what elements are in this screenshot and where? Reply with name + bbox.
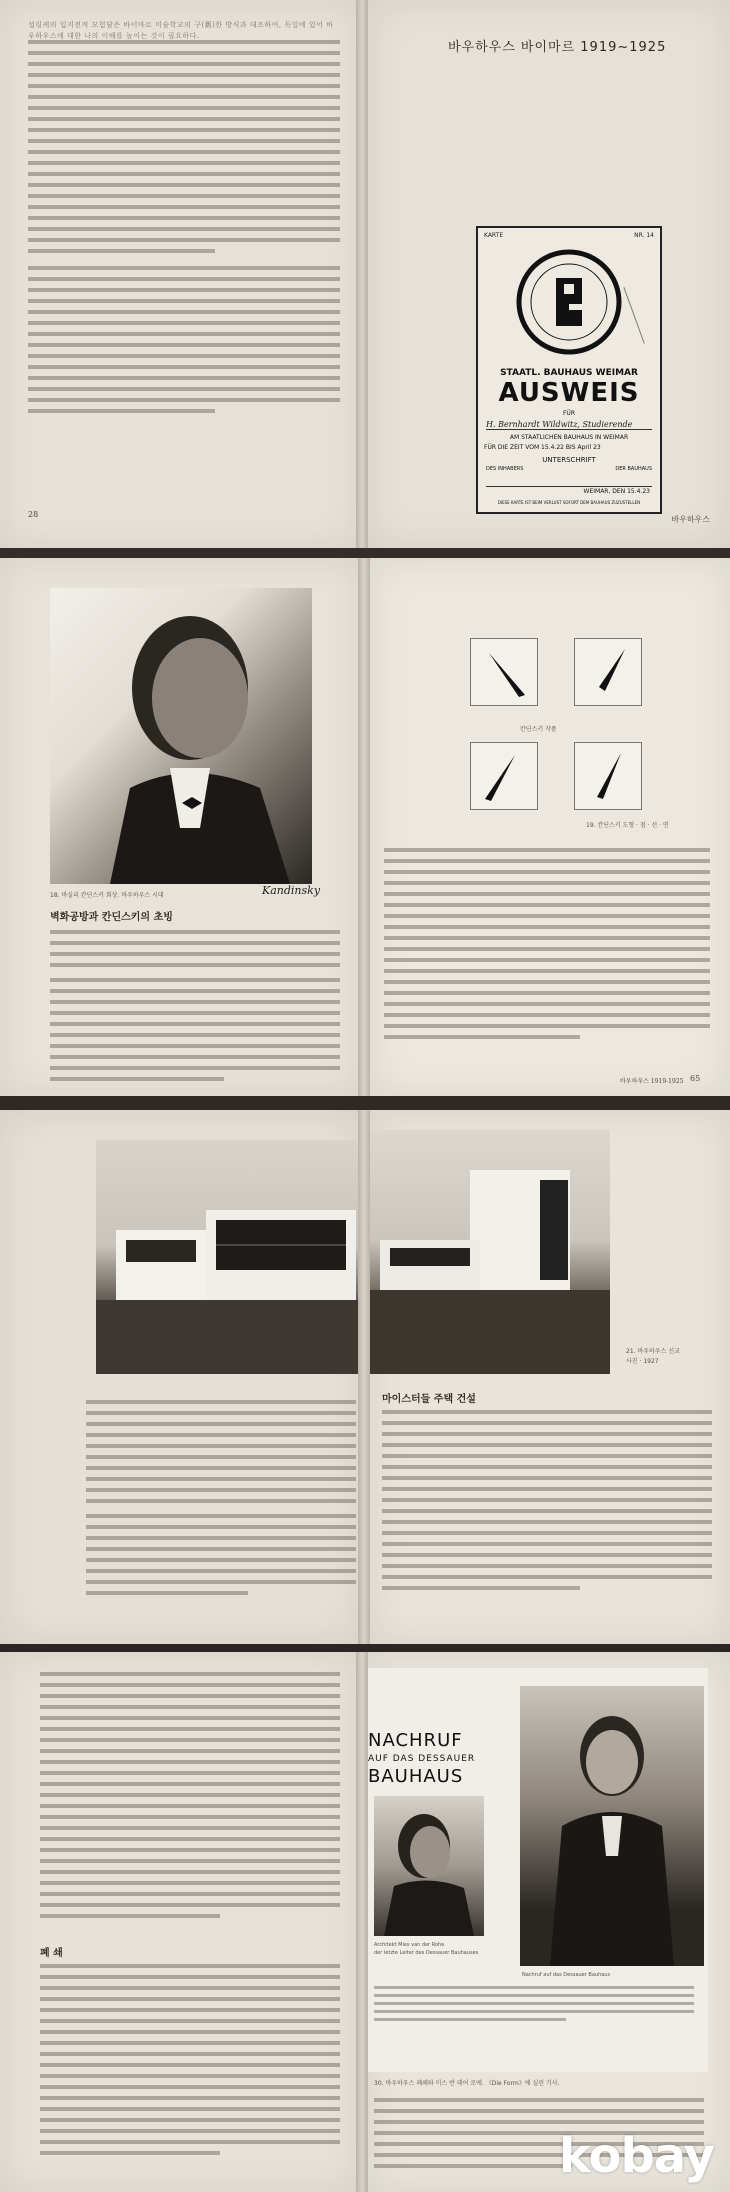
building-icon [96,1140,362,1374]
book-body-text [374,1986,694,2026]
right-page [368,0,730,548]
left-page [0,1652,360,2192]
body-text-block-2 [40,1964,340,2162]
gutter [358,558,370,1096]
kandinsky-signature: Kandinsky [262,884,321,897]
mies-caption-line-2: der letzte Leiter des Dessauer Bauhauses [374,1950,479,1956]
ausweis-card [476,226,662,514]
gutter [356,1652,368,2192]
book-title-line-1: NACHRUF [368,1730,463,1751]
diagram-grid [470,638,640,808]
right-page [370,558,730,1096]
card-weimar-den: WEIMAR, DEN 15.4.23 [583,488,650,495]
page-number-right: 65 [690,1074,701,1083]
gropius-portrait-photo [520,1686,704,1966]
mies-caption-line-1: Architekt Mies van der Rohe [374,1942,445,1948]
body-text-block [28,40,340,420]
card-line-am: AM STAATLICHEN BAUHAUS IN WEIMAR [509,434,629,441]
body-text-block [86,1400,356,1602]
card-signature-line [486,476,652,487]
card-number: NR. 14 [634,232,654,239]
photo-caption-line-2: 사진 · 1927 [626,1358,659,1365]
card-fuer: FÜR [562,410,575,417]
panel-1 [0,0,730,548]
body-text-block [40,1672,340,1925]
page-header-title: 바우하우스 바이마르 1919~1925 [448,40,667,55]
card-line-staatl: STAATL. BAUHAUS WEIMAR [500,368,638,378]
diagram-square-4 [574,742,642,810]
body-text-block [382,1410,712,1597]
small-label: 칸딘스키 작품 [520,726,557,733]
right-footer: 바우하우스 1919-1925 [620,1078,684,1085]
card-unterschrift: UNTERSCHRIFT [542,456,596,464]
section-heading: 폐 쇄 [40,1948,63,1959]
page-number-left: 28 [28,510,39,519]
bauhaus-building-photo-left [96,1140,362,1374]
card-des-inhabers: DES INHABERS [486,466,524,472]
bottom-caption: 30. 바우하우스 폐쇄와 미스 반 데어 로에. 《Die Form》에 실린 기사. [374,2080,560,2087]
panel-2 [0,548,730,1096]
photo-caption-line-1: 21. 바우하우스 신교 [626,1348,680,1355]
card-footer-text: DIESE KARTE IST BEIM VERLUST SOFORT DEM BAUHAUS ZUZUSTELLEN [497,500,641,505]
book-title-line-3: BAUHAUS [368,1766,464,1787]
right-photo-caption: Nachruf auf das Dessauer Bauhaus [522,1972,611,1978]
nachruf-book-page [368,1668,708,2072]
slant-stroke-icon [471,743,537,809]
diagram-square-2 [574,638,642,706]
card-karte-label: KARTE [484,232,504,239]
kandinsky-portrait-photo [50,588,312,884]
panel-3 [0,1096,730,1644]
handwritten-signature-icon [623,280,663,344]
card-name: H. Bernhardt Wildwitz, Studierende [486,420,652,430]
book-title-line-2: AUF DAS DESSAUER [368,1754,476,1764]
figure-caption: 19. 칸딘스키 도형 · 점 · 선 · 면 [586,822,669,829]
diagonal-stroke-icon [471,639,537,705]
gutter [356,0,368,548]
diagram-square-3 [470,742,538,810]
card-der-bauhaus: DER BAUHAUS [615,466,652,472]
portrait-silhouette-icon [50,588,312,884]
gutter [358,1110,370,1644]
portrait-caption: 18. 바실리 칸딘스키 회상. 바우하우스 시대 [50,892,164,899]
left-page [0,1110,362,1644]
spike-stroke-icon [575,743,641,809]
bauhaus-building-photo-right [370,1130,610,1374]
right-page [368,1652,730,2192]
left-page [0,0,360,548]
section-heading: 벽화공방과 칸딘스키의 초빙 [50,912,173,923]
body-text-left: 셜링케의 입지전적 모험담은 바이마르 미술학교의 구(舊)한 방식과 대조하여, 독일에 있어 바우하우스에 대한 나의 이해를 높이는 것이 필요하다. [28,21,334,40]
left-page [0,558,362,1096]
card-ausweis-title: AUSWEIS [498,378,640,408]
building-icon [370,1130,610,1374]
diagram-square-1 [470,638,538,706]
wedge-stroke-icon [575,639,641,705]
kobay-watermark: kobay [558,2128,714,2184]
section-heading: 마이스터들 주택 건설 [382,1394,476,1405]
body-text-block [384,848,710,1046]
panel-4 [0,1644,730,2192]
card-line-zeit: FÜR DIE ZEIT VOM 15.4.22 BIS April 23 [484,444,601,451]
portrait-silhouette-icon [374,1796,484,1936]
body-text-block [50,930,340,1088]
portrait-silhouette-icon [520,1686,704,1966]
right-page [370,1110,730,1644]
bauhaus-seal-icon [514,244,624,364]
page-number-right: 바우하우스 [671,515,710,524]
mies-portrait-photo [374,1796,484,1936]
